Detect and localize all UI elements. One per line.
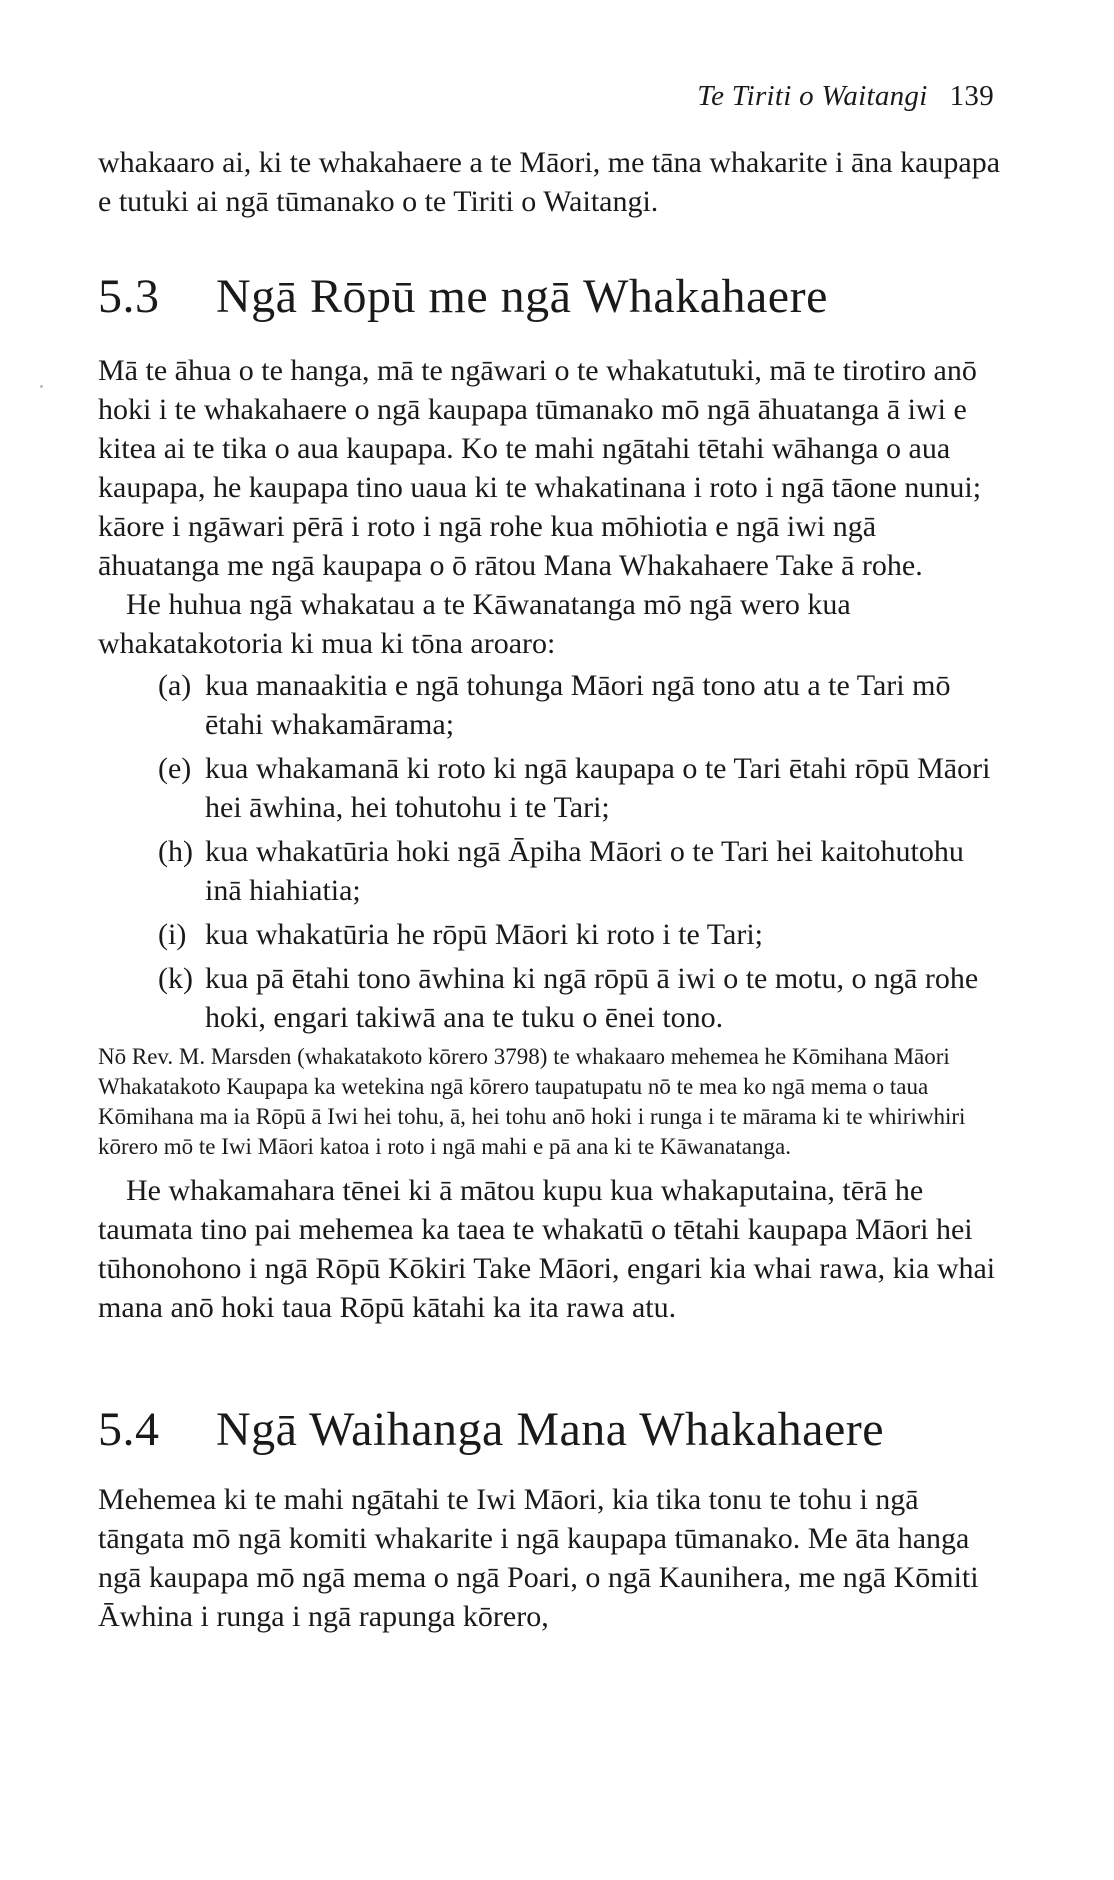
section-5-3-paragraph-2: He huhua ngā whakatau a te Kāwanatanga mō ngā wero kua whakatakotoria ki mua ki tōna aroaro:	[98, 588, 851, 660]
running-title: Te Tiriti o Waitangi	[697, 80, 928, 112]
section-5-3-note: Nō Rev. M. Marsden (whakatakoto kōrero 3798) te whakaaro mehemea he Kōmihana Māori Whakatakoto Kaupapa ka wetekina ngā kōrero taupatupatu nō te mea ko ngā mema o taua Kōmihana ma ia Rōpū ā Iwi hei tohu, ā, hei tohu anō hoki i runga i te mārama ki te whiriwhiri kōrero mō te Iwi Māori katoa i roto i ngā mahi e pā ana ki te Kāwanatanga.	[98, 1044, 966, 1159]
list-item-text: kua manaakitia e ngā tohunga Māori ngā tono atu a te Tari mō ētahi whakamārama;	[205, 669, 951, 741]
opening-paragraph: whakaaro ai, ki te whakahaere a te Māori, me tāna whakarite i āna kaupapa e tutuki ai ngā tūmanako o te Tiriti o Waitangi.	[98, 146, 1001, 218]
page-content	[98, 143, 1003, 1636]
list-item	[158, 959, 1003, 1037]
margin-speck	[40, 385, 43, 388]
section-5-3-paragraph-1: Mā te āhua o te hanga, mā te ngāwari o te whakatutuki, mā te tirotiro anō hoki i te whakahaere o ngā kaupapa tūmanako mō ngā āhuatanga ā iwi e kitea ai te tika o aua kaupapa. Ko te mahi ngātahi tētahi wāhanga o aua kaupapa, he kaupapa tino uaua ki te whakatinana i roto i ngā tāone nunui; kāore i ngāwari pērā i roto i ngā rohe kua mōhiotia e ngā iwi ngā āhuatanga me ngā kaupapa o ō rātou Mana Whakahaere Take ā rohe.	[98, 354, 982, 582]
list-item	[158, 666, 1003, 744]
list-item-text: kua whakatūria he rōpū Māori ki roto i te Tari;	[205, 918, 764, 951]
list-item	[158, 749, 1003, 827]
list-marker: (h)	[158, 835, 193, 868]
list-marker: (k)	[158, 962, 193, 995]
section-5-4-paragraph-1: Mehemea ki te mahi ngātahi te Iwi Māori, kia tika tonu te tohu i ngā tāngata mō ngā komiti whakarite i ngā kaupapa tūmanako. Me āta hanga ngā kaupapa mō ngā mema o ngā Poari, o ngā Kaunihera, me ngā Kōmiti Āwhina i runga i ngā rapunga kōrero,	[98, 1483, 979, 1633]
government-responses-list	[98, 666, 1003, 1037]
list-marker: (e)	[158, 752, 192, 785]
list-item-text: kua whakatūria hoki ngā Āpiha Māori o te Tari hei kaitohutohu inā hiahiatia;	[205, 835, 964, 907]
list-item	[158, 915, 1003, 954]
list-item-text: kua whakamanā ki roto ki ngā kaupapa o te Tari ētahi rōpū Māori hei āwhina, hei tohutohu i te Tari;	[205, 752, 991, 824]
list-item-text: kua pā ētahi tono āwhina ki ngā rōpū ā iwi o te motu, o ngā rohe hoki, engari takiwā ana te tuku o ēnei tono.	[205, 962, 979, 1034]
list-marker: (a)	[158, 669, 192, 702]
list-item	[158, 832, 1003, 910]
page-number: 139	[949, 80, 994, 112]
section-number: 5.4	[98, 1403, 160, 1456]
running-header	[697, 80, 994, 113]
section-title: Ngā Waihanga Mana Whakahaere	[216, 1403, 885, 1456]
section-title: Ngā Rōpū me ngā Whakahaere	[216, 270, 828, 323]
section-5-3-paragraph-3: He whakamahara tēnei ki ā mātou kupu kua whakaputaina, tērā he taumata tino pai mehemea ka taea te whakatū o tētahi kaupapa Māori hei tūhonohono i ngā Rōpū Kōkiri Take Māori, engari kia whai rawa, kia whai mana anō hoki taua Rōpū kātahi ka ita rawa atu.	[98, 1174, 996, 1324]
section-number: 5.3	[98, 270, 160, 323]
list-marker: (i)	[158, 918, 187, 951]
section-heading-5-3	[98, 267, 1003, 327]
section-heading-5-4	[98, 1400, 1003, 1460]
